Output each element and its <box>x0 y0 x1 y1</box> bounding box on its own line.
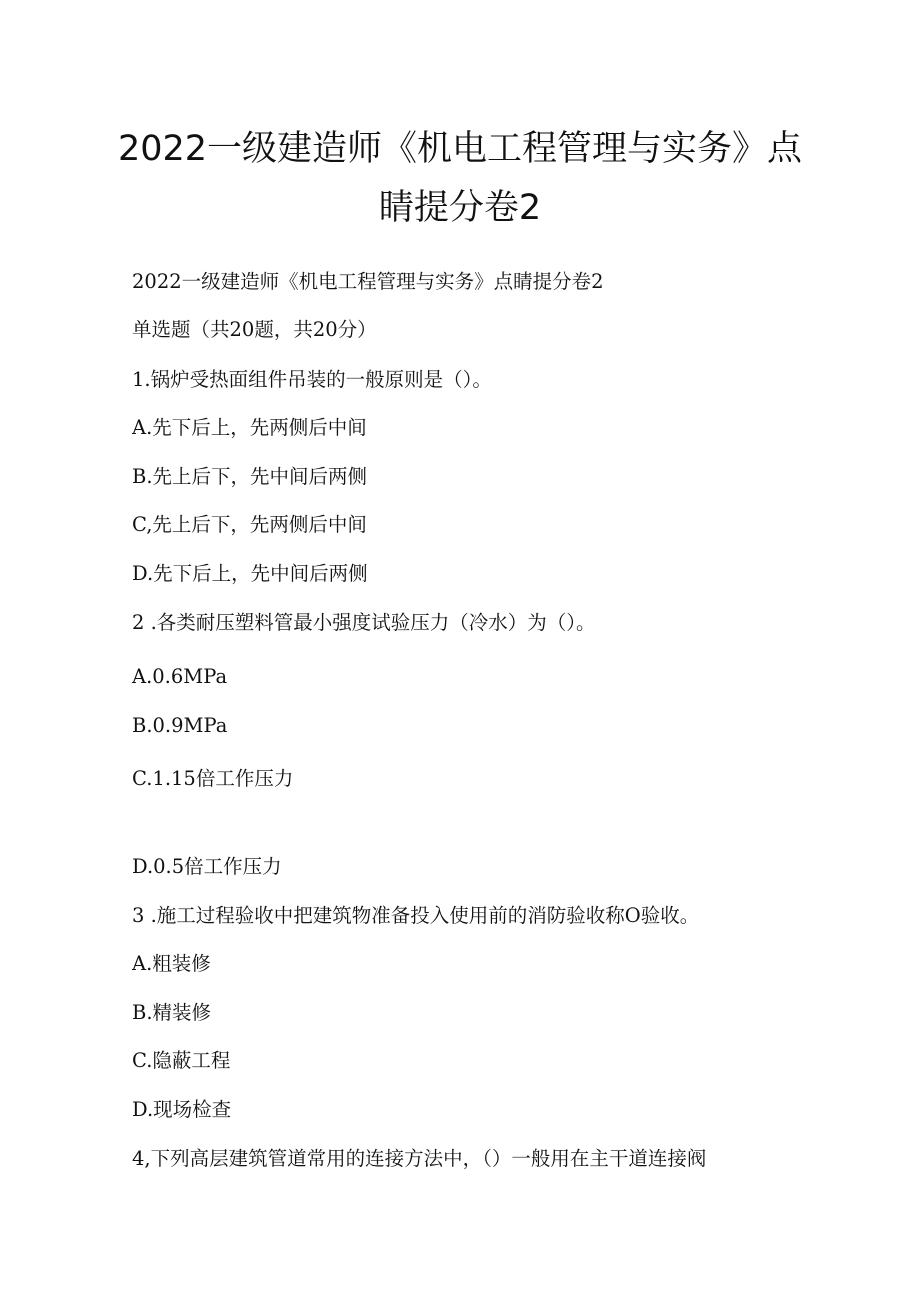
question-4-stem: 4,下列高层建筑管道常用的连接方法中，（）一般用在主干道连接阀 <box>132 1147 707 1170</box>
question-3-option-c: C.隐蔽工程 <box>132 1049 231 1072</box>
question-1-option-d: D.先下后上，先中间后两侧 <box>132 562 368 585</box>
section-heading: 单选题（共20题，共20分） <box>132 318 377 341</box>
question-1-option-a: A.先下后上，先两侧后中间 <box>132 416 367 439</box>
question-2-stem: 2 .各类耐压塑料管最小强度试验压力（冷水）为（）。 <box>132 611 596 634</box>
question-2-option-d: D.0.5倍工作压力 <box>132 855 282 878</box>
question-1-option-b: B.先上后下，先中间后两侧 <box>132 465 368 488</box>
question-3-option-b: B.精装修 <box>132 1001 212 1024</box>
document-subtitle: 2022一级建造师《机电工程管理与实务》点睛提分卷2 <box>132 270 604 293</box>
question-3-option-d: D.现场检查 <box>132 1098 232 1121</box>
question-2-option-c: C.1.15倍工作压力 <box>132 767 294 790</box>
question-3-stem: 3 .施工过程验收中把建筑物准备投入使用前的消防验收称O验收。 <box>132 904 700 927</box>
document-title-line-1: 2022一级建造师《机电工程管理与实务》点 <box>117 129 803 169</box>
question-1-option-c: C,先上后下，先两侧后中间 <box>132 513 367 536</box>
question-2-option-a: A.0.6MPa <box>132 665 228 688</box>
question-2-option-b: B.0.9MPa <box>132 714 228 737</box>
document-title-line-2: 睛提分卷2 <box>378 188 542 228</box>
question-3-option-a: A.粗装修 <box>132 952 211 975</box>
question-1-stem: 1.锅炉受热面组件吊装的一般原则是（）。 <box>132 368 492 391</box>
